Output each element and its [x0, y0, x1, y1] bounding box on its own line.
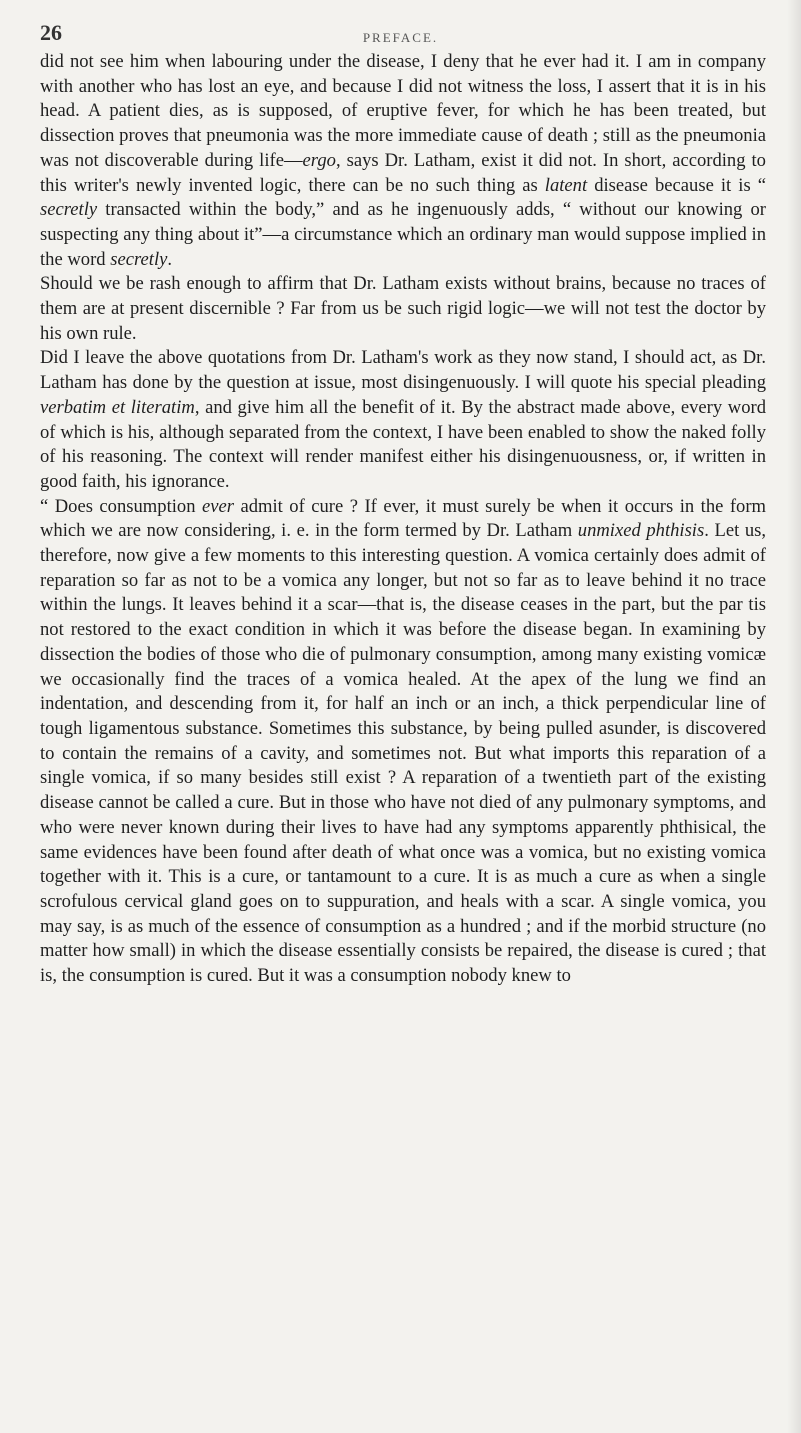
running-head [40, 20, 761, 48]
text-run: , and give him all the benefit of it. By the abstract made above, every word of which is his, although separated from the context, I have been enabled to show the naked folly of his reasoning. The context will render manifest either his disingenuousness, or, if written in good faith, his ignorance. [40, 396, 766, 492]
italic-text: secretly [40, 199, 98, 221]
text-run: did not see him when labouring under the disease, I deny that he ever had it. I am in company with another who has lost an eye, and because I did not witness the loss, I assert that it is in his head. A patient dies, as is supposed, of eruptive fever, for which he has been treated, but dissection proves that pneumonia was the more immediate cause of death ; still as the pneumonia was not discoverable during life— [40, 51, 766, 171]
page-number: 26 [40, 20, 62, 45]
text-run: . [167, 248, 173, 270]
text-run: admit of cure ? If ever, it must surely be when it occurs in the form which we are now considering, i. e. in the form termed by Dr. Latham [40, 495, 766, 542]
text-run: , says Dr. Latham, exist it did not. In short, according to this writer's newly invented logic, there can be no such thing as [40, 149, 766, 196]
italic-text: ever [201, 495, 234, 517]
header-title: PREFACE. [362, 30, 439, 45]
paragraph [40, 272, 766, 346]
italic-text: ergo [302, 149, 336, 171]
body-text [40, 50, 766, 989]
paragraph [40, 50, 766, 272]
italic-text: latent [544, 174, 588, 196]
italic-text: verbatim et literatim [40, 396, 195, 418]
text-run: . Let us, therefore, now give a few moments to this interesting question. A vomica certainly does admit of reparation so far as not to be a vomica any longer, but not so far as to leave behind it no trace within the lungs. It leaves behind it a scar—that is, the disease ceases in the part, but the par tis not restored to the exact condition in which it was before the disease began. In examining by dissection the bodies of those who die of pulmonary consumption, among many existing vomicæ we occasionally find the traces of a vomica healed. At the apex of the lung we find an indentation, and descending from it, for half an inch or an inch, a thick perpendicular line of tough ligamentous substance. Sometimes this substance, by being pulled asunder, is discovered to contain the remains of a cavity, and sometimes not. But what imports this reparation of a single vomica, if so many besides still exist ? A reparation of a twentieth part of the existing disease cannot be called a cure. But in those who have not died of any pulmonary symptoms, and who were never known during their lives to have had any symptoms apparently phthisical, the same evidences have been found after death of what once was a vomica, but no existing vomica together with it. This is a cure, or tantamount to a cure. It is as much a cure as when a single scrofulous cervical gland goes on to suppuration, and heals with a scar. A single vomica, you may say, is as much of the essence of consumption as a hundred ; and if the morbid structure (no matter how small) in which the disease essentially consists be repaired, the disease is cured ; that is, the consumption is cured. But it was a consumption nobody knew to [40, 520, 767, 987]
text-run: transacted within the body,” and as he ingenuously adds, “ without our knowing or suspecting any thing about it”—a circumstance which an ordinary man would suppose implied in the word [40, 199, 766, 270]
text-run: Should we be rash enough to affirm that Dr. Latham exists without brains, because no traces of them are at present discernible ? Far from us be such rigid logic—we will not test the doctor by his own rule. [40, 273, 766, 344]
paragraph [40, 346, 766, 494]
italic-text: unmixed phthisis [577, 520, 705, 542]
text-run: Did I leave the above quotations from Dr. Latham's work as they now stand, I should act, as Dr. Latham has done by the question at issue, most disingenuously. I will quote his special pleading [40, 347, 766, 394]
text-run: “ Does consumption [40, 495, 202, 517]
paragraph [40, 495, 766, 989]
page-edge-shadow [787, 0, 801, 1433]
text-run: disease because it is “ [587, 174, 766, 196]
italic-text: secretly [110, 248, 168, 270]
